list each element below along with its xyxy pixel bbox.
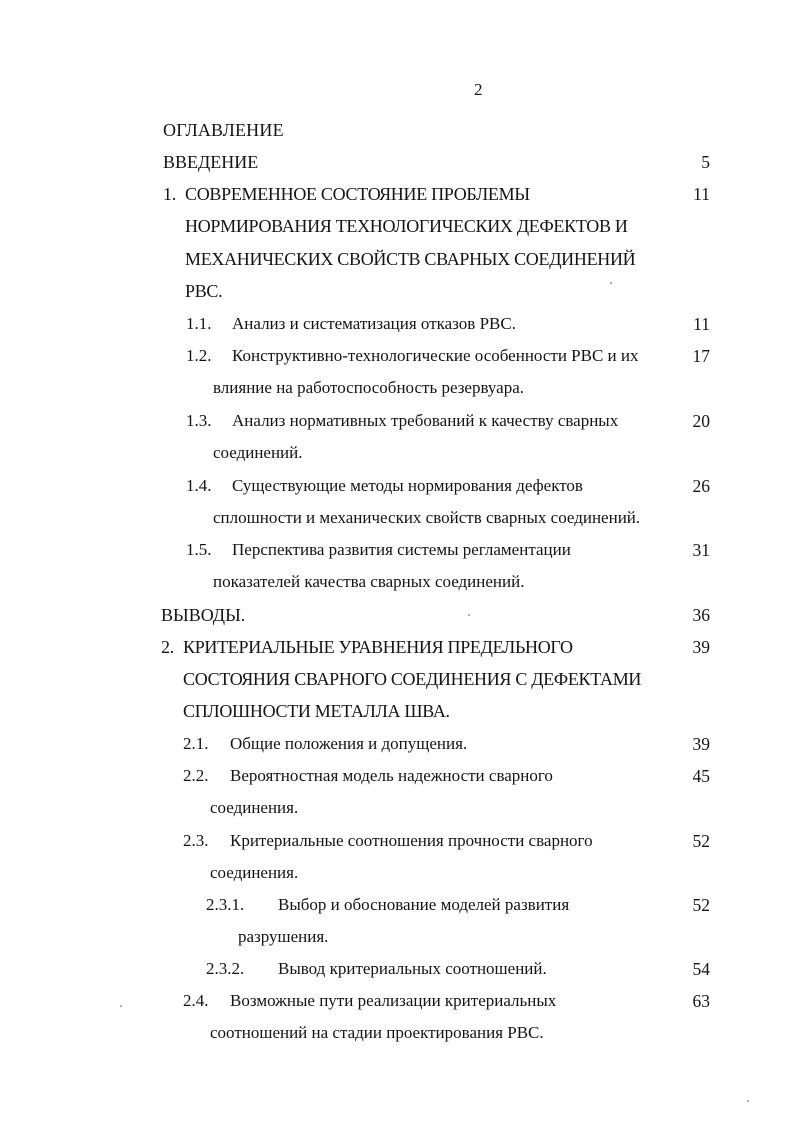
- toc-entry-page: 11: [693, 184, 710, 204]
- toc-entry-text: РВС.: [185, 281, 223, 301]
- toc-entry-number: 1.1.: [186, 314, 212, 333]
- toc-entry-text: Перспектива развития системы регламентации: [232, 540, 571, 559]
- toc-entry-number: 2.3.1.: [206, 895, 245, 914]
- toc-entry-number: 2.3.2.: [206, 959, 245, 978]
- toc-entry-text: сплошности и механических свойств сварных соединений.: [213, 508, 641, 527]
- toc-entry-number: 2.2.: [183, 766, 209, 785]
- toc-entry-text: СОВРЕМЕННОЕ СОСТОЯНИЕ ПРОБЛЕМЫ: [185, 184, 530, 204]
- toc-entry-page: 17: [692, 346, 710, 366]
- toc-entry-page: 20: [692, 411, 710, 431]
- scan-speck: [610, 282, 612, 284]
- toc-entry-text: соединения.: [210, 863, 299, 882]
- toc-entry-page: 5: [701, 152, 710, 172]
- toc-entry-text: Существующие методы нормирования дефектов: [232, 476, 583, 495]
- toc-entry-page: 54: [692, 959, 710, 979]
- toc-entry-page: 45: [692, 766, 710, 786]
- toc-entry-number: 2.3.: [183, 831, 209, 850]
- toc-entry-text: Вероятностная модель надежности сварного: [230, 766, 553, 785]
- toc-entry-number: 2.1.: [183, 734, 209, 753]
- toc-entry-number: 1.3.: [186, 411, 212, 430]
- toc-entry-text: Общие положения и допущения.: [230, 734, 468, 753]
- scan-speck: [468, 614, 470, 616]
- toc-entry-page: 52: [692, 895, 710, 915]
- toc-entry-text: НОРМИРОВАНИЯ ТЕХНОЛОГИЧЕСКИХ ДЕФЕКТОВ И: [185, 216, 628, 236]
- toc-entry-text: Вывод критериальных соотношений.: [278, 959, 547, 978]
- toc-entry-text: ВЫВОДЫ.: [161, 605, 246, 625]
- toc-entry-text: МЕХАНИЧЕСКИХ СВОЙСТВ СВАРНЫХ СОЕДИНЕНИЙ: [185, 249, 636, 269]
- toc-entry-page: 39: [692, 734, 710, 754]
- toc-entry-page: 36: [692, 605, 710, 625]
- toc-entry-text: СПЛОШНОСТИ МЕТАЛЛА ШВА.: [183, 701, 450, 721]
- toc-entry-number: 2.4.: [183, 991, 209, 1010]
- toc-entry-page: 11: [693, 314, 710, 334]
- toc-entry-page: 39: [692, 637, 710, 657]
- toc-entry-text: Конструктивно-технологические особенности РВС и их: [232, 346, 639, 365]
- toc-entry-text: соотношений на стадии проектирования РВС.: [210, 1023, 544, 1042]
- toc-entry-text: КРИТЕРИАЛЬНЫЕ УРАВНЕНИЯ ПРЕДЕЛЬНОГО: [183, 637, 573, 657]
- toc-entry-page: 52: [692, 831, 710, 851]
- toc-entry-text: ВВЕДЕНИЕ: [163, 152, 259, 172]
- toc-entry-text: Выбор и обоснование моделей развития: [278, 895, 570, 914]
- toc-entry-text: Анализ нормативных требований к качеству сварных: [232, 411, 619, 430]
- toc-entry-number: 1.: [163, 184, 176, 204]
- page-number: 2: [474, 80, 483, 99]
- toc-entry-page: 31: [692, 540, 710, 560]
- toc-entry-text: соединений.: [213, 443, 303, 462]
- toc-entry-text: разрушения.: [238, 927, 329, 946]
- toc-entry-text: Возможные пути реализации критериальных: [230, 991, 557, 1010]
- toc-entry-page: 26: [692, 476, 710, 496]
- toc-entry-text: влияние на работоспособность резервуара.: [213, 378, 525, 397]
- scan-speck: [747, 1100, 749, 1102]
- toc-entry-page: 63: [692, 991, 710, 1011]
- scan-speck: [120, 1005, 122, 1007]
- toc-entry-text: показателей качества сварных соединений.: [213, 572, 525, 591]
- toc-entry-number: 2.: [161, 637, 174, 657]
- toc-entry-number: 1.4.: [186, 476, 212, 495]
- toc-entry-text: соединения.: [210, 798, 299, 817]
- toc-title: ОГЛАВЛЕНИЕ: [163, 120, 284, 140]
- toc-entry-number: 1.2.: [186, 346, 212, 365]
- toc-entry-text: Критериальные соотношения прочности сварного: [230, 831, 593, 850]
- toc-entry-text: СОСТОЯНИЯ СВАРНОГО СОЕДИНЕНИЯ С ДЕФЕКТАМИ: [183, 669, 642, 689]
- toc-entry-number: 1.5.: [186, 540, 212, 559]
- toc-entry-text: Анализ и систематизация отказов РВС.: [232, 314, 516, 333]
